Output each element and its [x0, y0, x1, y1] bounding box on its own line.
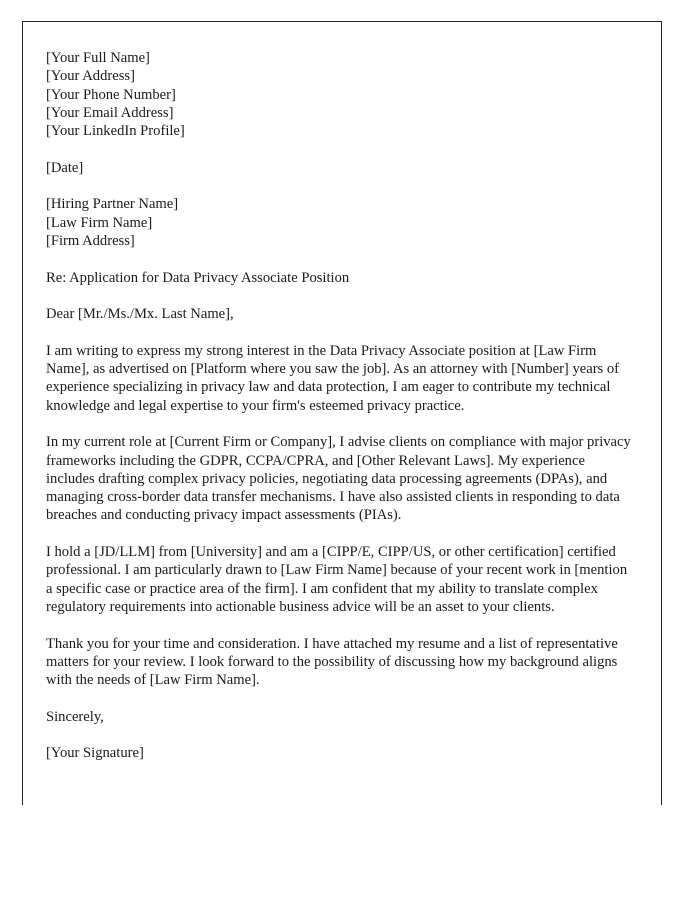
sender-phone-line: [Your Phone Number] [46, 86, 176, 103]
recipient-name-line: [Hiring Partner Name] [46, 196, 179, 213]
subject-line-block [46, 269, 632, 287]
sender-address-line: [Your Address] [46, 68, 135, 85]
sender-email-line: [Your Email Address] [46, 104, 174, 121]
subject-line: Re: Application for Data Privacy Associate Position [46, 269, 350, 286]
recipient-firm-line: [Law Firm Name] [46, 214, 153, 231]
body-paragraph-1: I am writing to express my strong interest in the Data Privacy Associate position at [Law Firm Name], as advertised on [Platform where you saw the job]. As an attorney with [Number] years of experience specializing in privacy law and data protection, I am eager to contribute my technical knowledge and legal expertise to your firm's esteemed privacy practice. [46, 342, 620, 414]
closing-block [46, 708, 632, 726]
body-paragraph-3: I hold a [JD/LLM] from [University] and am a [CIPP/E, CIPP/US, or other certification] certified professional. I am particularly drawn to [Law Firm Name] because of your recent work in [mention a specific case or practice area of the firm]. I am confident that my ability to translate complex regulatory requirements into actionable business advice will be an asset to your clients. [46, 544, 628, 615]
salutation-block [46, 305, 632, 323]
date-line: [Date] [46, 159, 84, 176]
body-paragraph-2: In my current role at [Current Firm or Company], I advise clients on compliance with major privacy frameworks including the GDPR, CCPA/CPRA, and [Other Relevant Laws]. My experience includes drafting complex privacy policies, negotiating data processing agreements (DPAs), and managing cross-border data transfer mechanisms. I have also assisted clients in responding to data breaches and conducting privacy impact assessments (PIAs). [46, 434, 631, 524]
closing-line: Sincerely, [46, 708, 104, 725]
date-block [46, 159, 632, 177]
sender-address-block [46, 49, 632, 140]
sender-linkedin-line: [Your LinkedIn Profile] [46, 123, 185, 140]
salutation-line: Dear [Mr./Ms./Mx. Last Name], [46, 306, 234, 323]
sender-name-line: [Your Full Name] [46, 50, 150, 66]
signature-placeholder-line: [Your Signature] [46, 745, 144, 762]
body-paragraph-4: Thank you for your time and consideration. I have attached my resume and a list of representative matters for your review. I look forward to the possibility of discussing how my background aligns with the needs of [Law Firm Name]. [46, 635, 618, 689]
document-page-frame [22, 21, 662, 805]
recipient-address-block [46, 195, 632, 250]
signature-block [46, 744, 632, 762]
recipient-address-line: [Firm Address] [46, 232, 135, 249]
cover-letter-body [46, 49, 632, 763]
